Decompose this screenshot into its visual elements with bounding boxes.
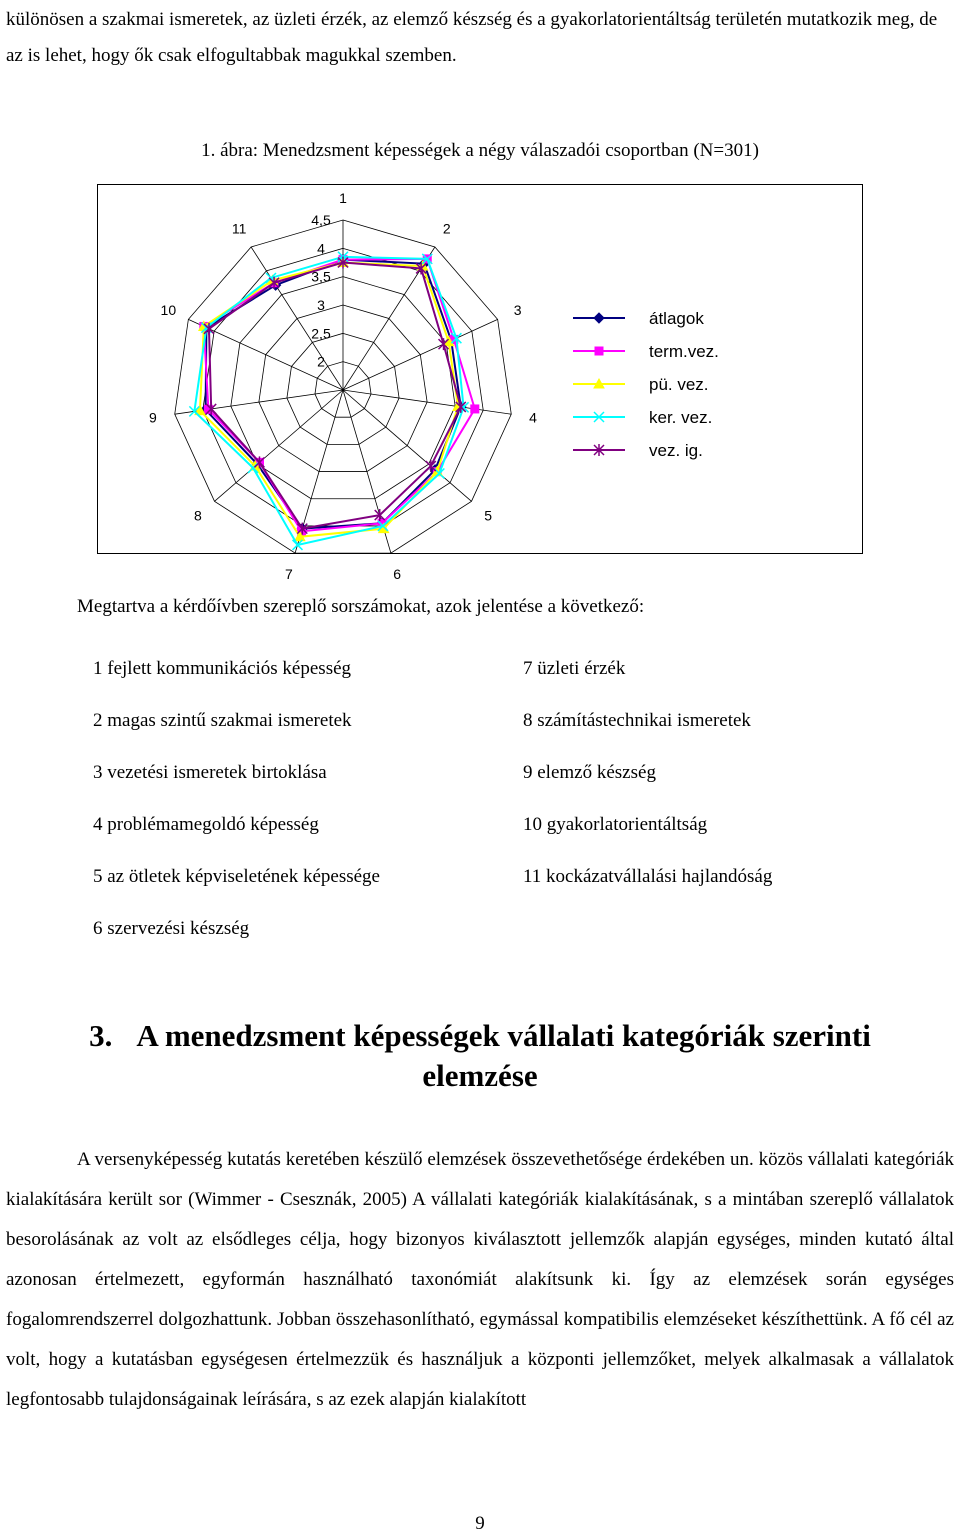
- section-number: 3.: [89, 1018, 113, 1053]
- intro-paragraph: [6, 2, 956, 74]
- legend-label-1: átlagok: [649, 309, 704, 328]
- legend-label-3: pü. vez.: [649, 375, 709, 394]
- category-label-7: 7: [285, 566, 293, 583]
- category-label-1: 1: [339, 190, 347, 206]
- section-title-line2: elemzése: [422, 1058, 538, 1093]
- spoke-3: [343, 319, 498, 390]
- section-heading-line1: [0, 1016, 960, 1056]
- category-label-5: 5: [484, 507, 493, 524]
- figure-caption: 1. ábra: Menedzsment képességek a négy válaszadói csoportban (N=301): [201, 140, 759, 161]
- key-item-4: 4 problémamegoldó képesség: [93, 814, 319, 835]
- key-item-6: 6 szervezési készség: [93, 918, 250, 939]
- body-text: A versenyképesség kutatás keretében készülő elemzések összevethetősége érdekében un. közös vállalati kategóriák kialakítására került sor (Wimmer - Csesznák, 2005) A vállalati kategóriák kialakításának, s a mintában szereplő vállalatok besorolásának az volt az elsődleges célja, hogy bizonyos kiválasztott jellemzők alapján egységes, minden kutató által azonosan értelmezett, egyformán használható taxonómiát alakítsunk ki. Így az elemzések során egységes fogalomrendszerrel dolgozhattunk. Jobban összehasonlítható, egymással kompatibilis elemzéseket készíthettünk. A fő cél az volt, hogy a kutatásban egységesen értelmezzük és használjuk a központi jellemzőket, melyek alkalmasak a vállalatok legfontosabb tulajdonságainak leírására, s az ezek alapján kialakított: [6, 1149, 954, 1410]
- key-item-3: 3 vezetési ismeretek birtoklása: [93, 762, 327, 783]
- radar-chart-svg: [98, 185, 864, 583]
- key-item-5: 5 az ötletek képviseletének képessége: [93, 866, 380, 887]
- category-label-4: 4: [529, 409, 537, 426]
- scale-label: 4: [317, 240, 325, 257]
- key-item-9: 9 elemző készség: [523, 762, 656, 783]
- scale-label: 3,5: [311, 268, 331, 285]
- legend-label-5: vez. ig.: [649, 441, 703, 460]
- series-2-point-4: [471, 405, 479, 413]
- category-label-11: 11: [231, 220, 247, 237]
- key-intro: Megtartva a kérdőívben szereplő sorszámokat, azok jelentése a következő:: [77, 596, 645, 617]
- category-label-2: 2: [442, 220, 451, 237]
- section-title-line1: A menedzsment képességek vállalati kategóriák szerinti: [136, 1018, 871, 1053]
- legend-label-4: ker. vez.: [649, 408, 713, 427]
- key-item-8: 8 számítástechnikai ismeretek: [523, 710, 751, 731]
- key-item-7: 7 üzleti érzék: [523, 658, 626, 679]
- body-paragraph: [6, 1140, 954, 1420]
- key-item-1: 1 fejlett kommunikációs képesség: [93, 658, 352, 679]
- scale-label: 2: [317, 353, 325, 370]
- series-line-4: [194, 257, 463, 545]
- category-label-3: 3: [513, 302, 522, 319]
- category-label-10: 10: [160, 302, 177, 319]
- category-label-8: 8: [193, 507, 202, 524]
- spoke-4: [343, 390, 511, 414]
- legend-marker-2: [595, 347, 603, 355]
- page-number: 9: [475, 1513, 485, 1534]
- legend-marker-1: [594, 313, 604, 323]
- category-label-9: 9: [149, 409, 157, 426]
- section-heading: [0, 1016, 960, 1096]
- legend-label-2: term.vez.: [649, 342, 719, 361]
- category-label-6: 6: [393, 566, 401, 583]
- scale-label: 4,5: [311, 212, 331, 228]
- key-item-10: 10 gyakorlatorientáltság: [523, 814, 708, 835]
- key-item-2: 2 magas szintű szakmai ismeretek: [93, 710, 352, 731]
- radar-chart: [97, 184, 863, 583]
- scale-label: 2,5: [311, 325, 331, 342]
- key-item-11: 11 kockázatvállalási hajlandóság: [523, 866, 773, 887]
- intro-text: különösen a szakmai ismeretek, az üzleti érzék, az elemző készség és a gyakorlatorientáltság területén mutatkozik meg, de az is lehet, hogy ők csak elfogultabbak magukkal szemben.: [6, 9, 938, 66]
- scale-label: 3: [317, 297, 325, 313]
